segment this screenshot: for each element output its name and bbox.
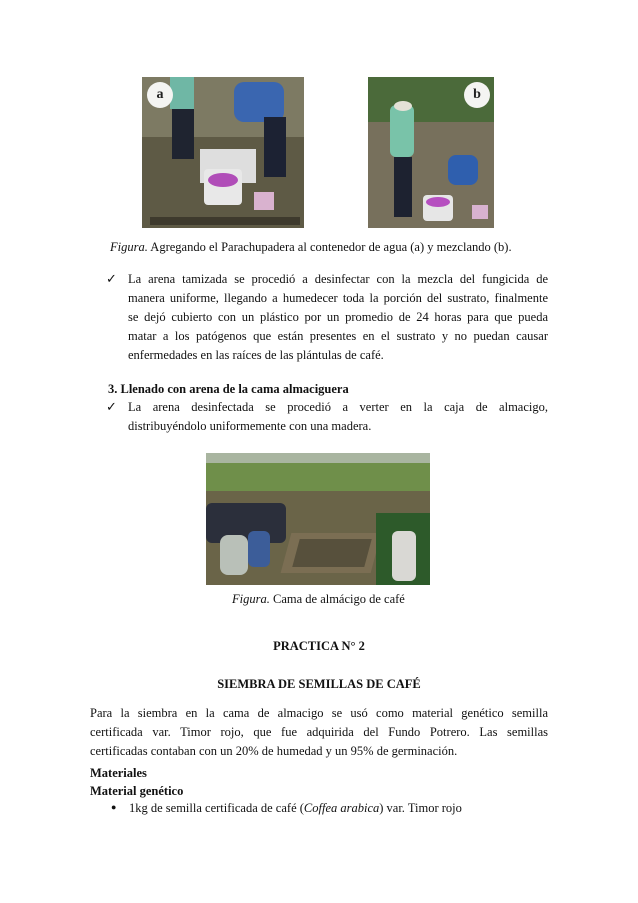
photo-adding-fungicide [142,77,304,228]
figure1-caption [110,239,512,255]
step2-line: enfermedades en las raíces de las plántulas de café. [128,348,384,362]
check-icon: ✓ [106,272,117,287]
step2-line: se dejó cubierto con un plástico por un promedio de 24 horas para que pueda [128,310,548,324]
bullet-icon: ● [111,802,117,812]
intro-line: certificadas contaban con un 20% de humedad y un 95% de germinación. [90,744,458,758]
intro-line: Para la siembra en la cama de almacigo se usó como material genético semilla [90,706,548,720]
figure1-caption-prefix: Figura. [110,240,148,254]
check-icon: ✓ [106,400,117,415]
photo-label-a: a [147,82,173,108]
intro-line: certificada var. Timor rojo, que fue adquirida del Fundo Potrero. Las semillas [90,725,548,739]
practice-intro [90,704,548,761]
step2-paragraph [128,270,548,365]
step3-heading: 3. Llenado con arena de la cama almaciguera [108,382,349,396]
material-item-before: 1kg de semilla certificada de café ( [129,801,304,815]
photo-label-b: b [464,82,490,108]
step2-line: La arena tamizada se procedió a desinfectar con la mezcla del fungicida de [128,272,548,286]
material-item-species: Coffea arabica [303,801,380,815]
step2-line: matar a los patógenos que están presentes en el sustrato y no puedan causar [128,329,548,343]
materiales-heading: Materiales [90,766,147,780]
figure1-caption-text: Agregando el Parachupadera al contenedor de agua (a) y mezclando (b). [147,240,512,254]
figure2-caption-prefix: Figura. [232,592,270,606]
material-item [129,800,462,816]
step3-line: distribuyéndolo uniformemente con una madera. [128,419,372,433]
step2-line: manera uniforme, llegando a humedecer toda la porción del sustrato, finalmente [128,291,548,305]
practice-subtitle: SIEMBRA DE SEMILLAS DE CAFÉ [217,677,421,691]
figure2-caption-text: Cama de almácigo de café [269,592,405,606]
step3-paragraph [128,398,548,436]
photo-seedbed [206,453,430,585]
figure2-caption [232,591,405,607]
material-genetico-heading: Material genético [90,784,184,798]
practice-title: PRACTICA N° 2 [273,639,365,653]
photo-mixing [368,77,494,228]
step3-line: La arena desinfectada se procedió a verter en la caja de almacigo, [128,400,548,414]
material-item-after: ) var. Timor rojo [379,801,462,815]
